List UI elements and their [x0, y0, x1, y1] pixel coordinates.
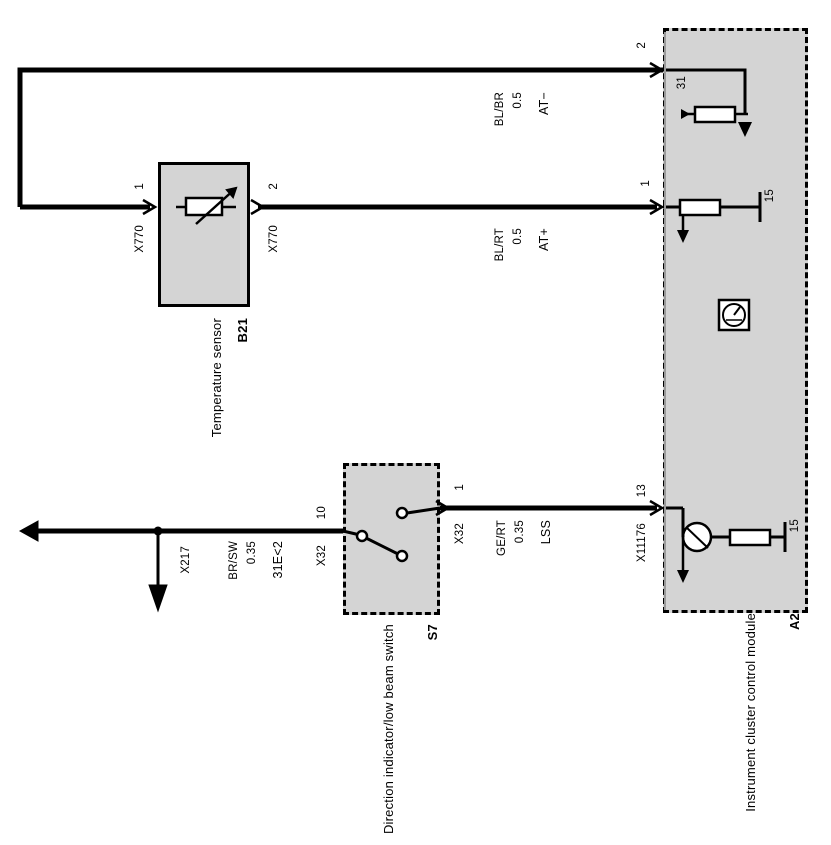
wire-label-at-minus-size: 0.5	[512, 92, 524, 109]
component-ref-a2: A2	[787, 613, 802, 631]
wire-label-at-plus-color: BL/RT	[494, 228, 506, 262]
module-b21-temperature-sensor	[158, 162, 250, 307]
component-ref-s7: S7	[425, 624, 440, 641]
pin-label-a2-2: 2	[636, 42, 648, 49]
pin-label-a2-13: 13	[636, 484, 648, 498]
internal-label-a2-31: 31	[676, 76, 688, 90]
pin-label-s7-1: 1	[454, 484, 466, 491]
wire-label-at-plus-size: 0.5	[512, 228, 524, 245]
internal-label-a2-15-top: 15	[764, 189, 776, 203]
connector-label-s7-left: X32	[316, 545, 328, 567]
connector-label-b21-left: X770	[134, 225, 146, 253]
internal-label-a2-15-bottom: 15	[789, 519, 801, 533]
pin-label-a2-1: 1	[640, 180, 652, 187]
wire-label-ground-color: BR/SW	[228, 541, 240, 580]
connector-label-s7-right: X32	[454, 523, 466, 545]
pin-label-b21-1: 1	[134, 183, 146, 190]
connector-label-x217: X217	[180, 546, 192, 574]
component-name-a2: Instrument cluster control module	[743, 613, 758, 812]
wire-label-at-minus-signal: AT−	[537, 92, 551, 115]
wire-label-at-minus-color: BL/BR	[494, 92, 506, 127]
pin-label-b21-2: 2	[268, 183, 280, 190]
wire-label-ground-size: 0.35	[246, 541, 258, 565]
module-s7-direction-indicator-switch	[343, 463, 440, 615]
wire-label-lss-size: 0.35	[514, 520, 526, 544]
module-a2-instrument-cluster	[663, 28, 808, 613]
wire-label-at-plus-signal: AT+	[537, 228, 551, 251]
wire-at-minus	[20, 70, 663, 207]
wire-label-lss-signal: LSS	[539, 520, 553, 545]
pin-label-s7-10: 10	[316, 506, 328, 520]
wire-label-ground-code: 31E<2	[271, 541, 285, 579]
component-ref-b21: B21	[235, 318, 250, 343]
component-name-b21: Temperature sensor	[209, 318, 224, 438]
component-name-s7-line1: Direction indicator/low beam switch	[381, 624, 396, 835]
wire-label-lss-color: GE/RT	[496, 520, 508, 556]
connector-label-a2-x11176: X11176	[636, 523, 648, 563]
connector-label-b21-right: X770	[268, 225, 280, 253]
